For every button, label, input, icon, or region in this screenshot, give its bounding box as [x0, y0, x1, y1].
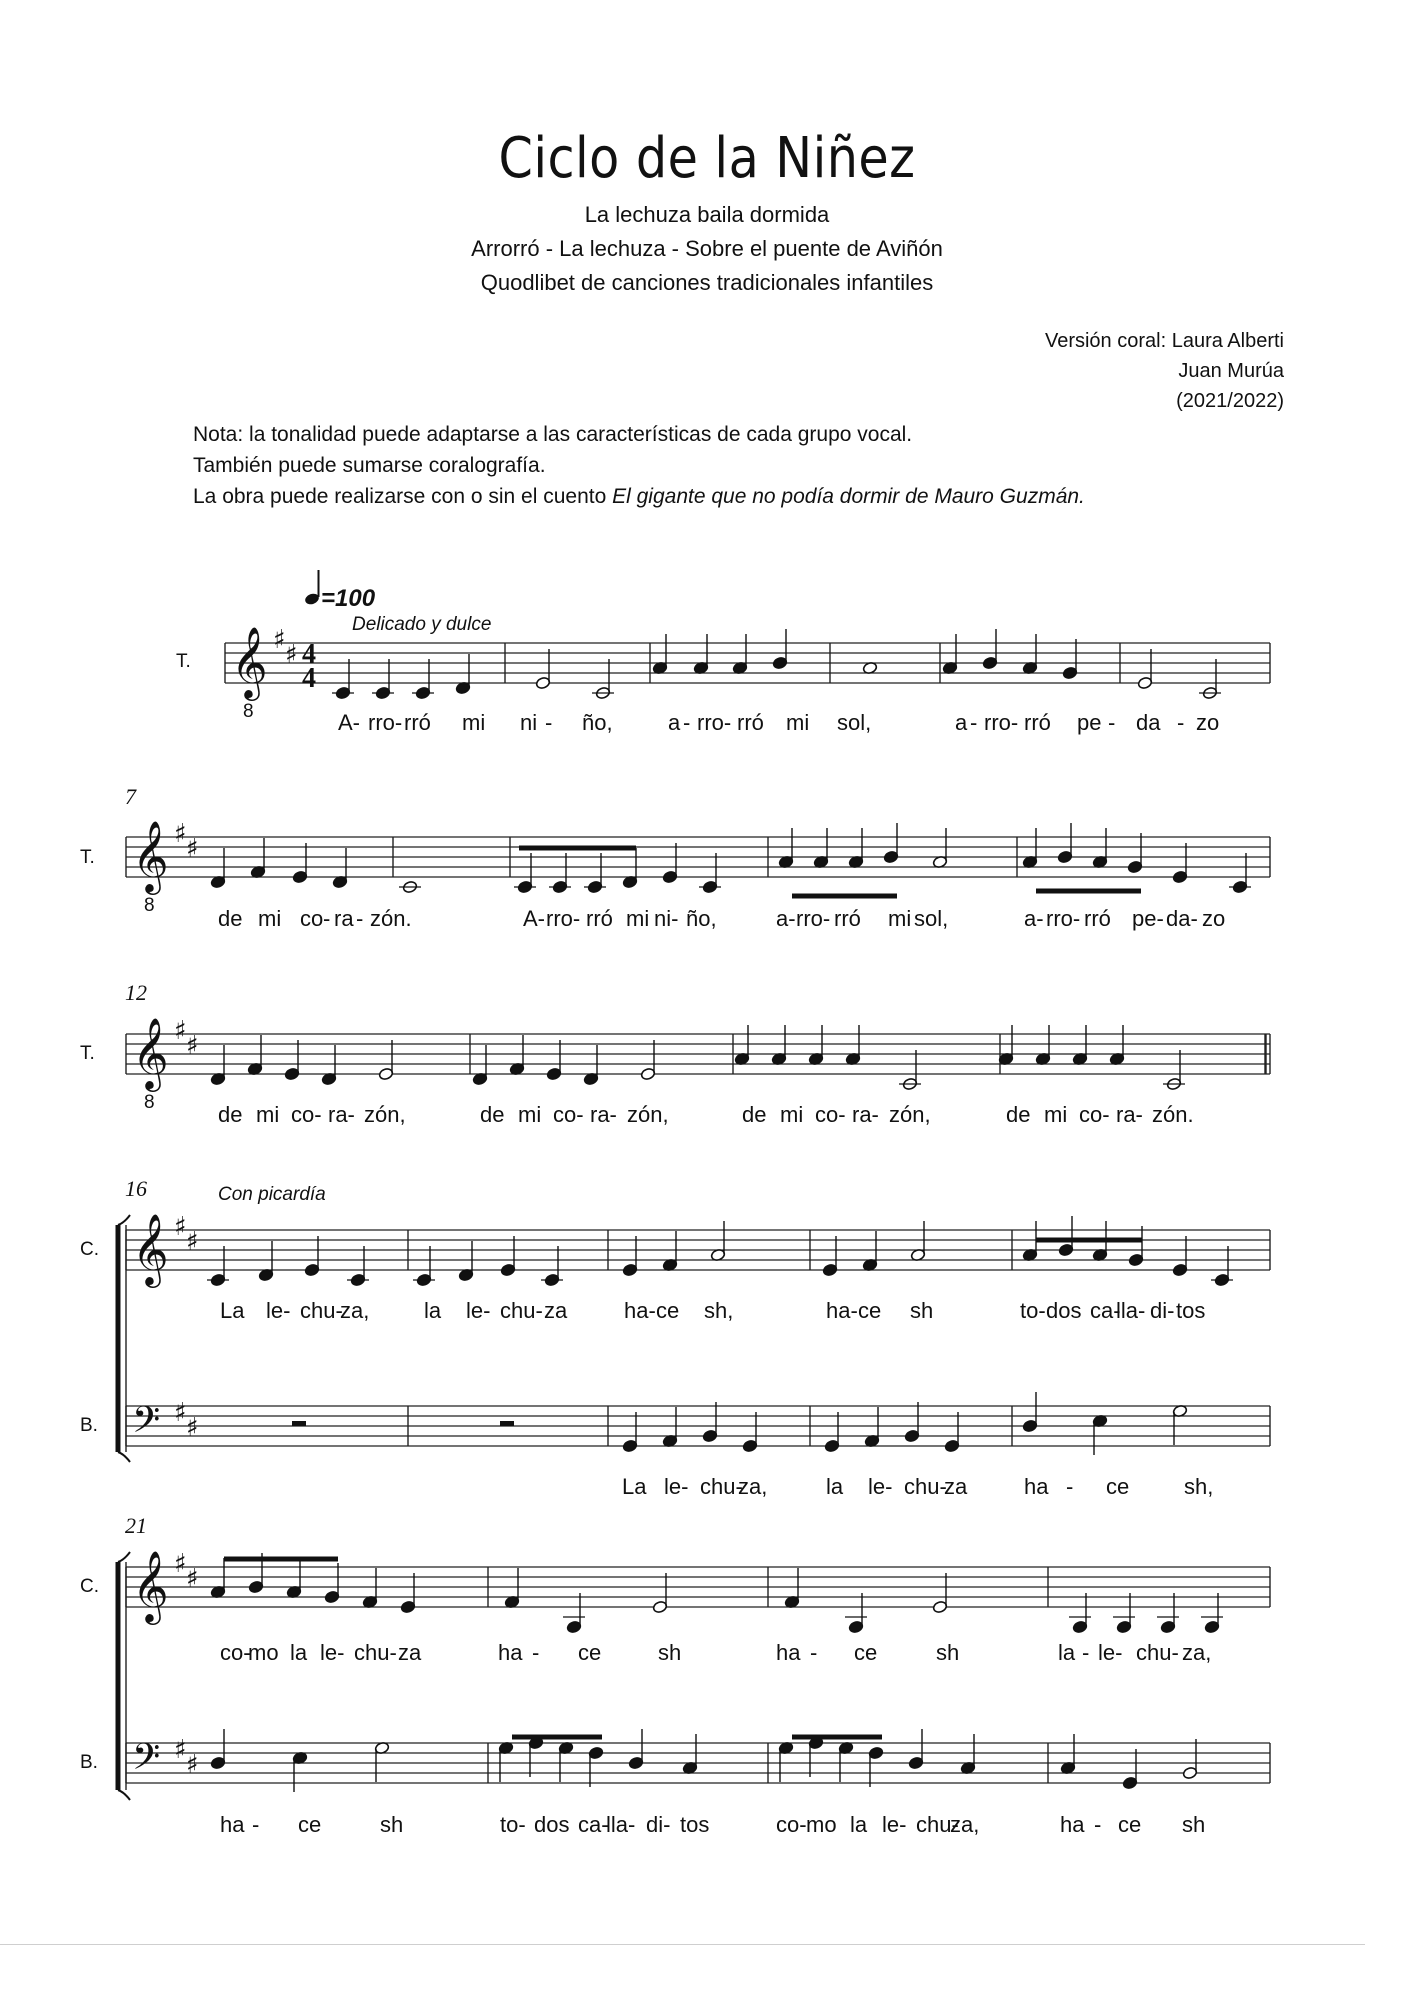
lyric: zo: [1196, 710, 1220, 735]
lyric: ra-: [852, 1102, 879, 1127]
treble-clef-icon: 𝄞: [132, 1212, 169, 1285]
lyric: ha-: [826, 1298, 858, 1323]
lyric: rró: [834, 906, 861, 931]
lyric: za,: [738, 1474, 768, 1499]
lyric: rro-: [984, 710, 1019, 735]
bracket-hook: [118, 1215, 130, 1225]
part-label-b-2: B.: [80, 1752, 98, 1773]
lyrics-system-5-lower: [220, 1812, 1205, 1837]
lyric: di-: [1150, 1298, 1175, 1323]
lyric: mi: [780, 1102, 804, 1127]
whole-rest: [292, 1421, 306, 1426]
sharp-icon: ♯: [285, 640, 298, 670]
lyric: mi: [786, 710, 810, 735]
lyric: zón.: [1152, 1102, 1194, 1127]
part-label-tenor-3: T.: [80, 1043, 95, 1064]
lyric: La: [622, 1474, 647, 1499]
lyric: de: [742, 1102, 767, 1127]
lyric: sh: [1182, 1812, 1206, 1837]
lyric: rró: [737, 710, 764, 735]
lyric: rro-: [546, 906, 581, 931]
lyric: rró: [1024, 710, 1051, 735]
sharp-icon: ♯: [186, 1031, 199, 1061]
lyric: -: [1082, 1640, 1090, 1665]
lyric: de: [218, 906, 243, 931]
treble-clef-icon: 𝄞: [132, 1549, 169, 1622]
lyric: -: [683, 710, 691, 735]
lyric: sol,: [837, 710, 872, 735]
lyric: la: [424, 1298, 442, 1323]
lyric: ce: [656, 1298, 680, 1323]
lyric: mi: [626, 906, 650, 931]
sharp-icon: ♯: [186, 1413, 199, 1443]
lyric: co-: [291, 1102, 322, 1127]
lyric: ce: [854, 1640, 878, 1665]
lyric: za: [944, 1474, 968, 1499]
lyric: zón,: [364, 1102, 406, 1127]
lyric: ño,: [686, 906, 717, 931]
measure-number-16: 16: [125, 1176, 147, 1201]
lyric: -: [810, 1640, 818, 1665]
lyric: di-: [646, 1812, 671, 1837]
page-bottom-rule: [0, 1944, 1365, 1945]
lyric: da: [1136, 710, 1161, 735]
staff-lines: [118, 643, 1270, 1800]
lyric: lla-: [606, 1812, 636, 1837]
lyric: mi: [888, 906, 912, 931]
lyric: ce: [858, 1298, 882, 1323]
sharp-icon: ♯: [174, 1735, 187, 1765]
lyric: le-: [466, 1298, 491, 1323]
part-label-b: B.: [80, 1415, 98, 1436]
lyric: tos: [1176, 1298, 1206, 1323]
note-line-2: También puede sumarse coralografía.: [193, 454, 546, 477]
lyrics-system-4-upper: [220, 1298, 1205, 1323]
lyric: co-: [220, 1640, 251, 1665]
lyric: -: [532, 1640, 540, 1665]
lyric: mi: [1044, 1102, 1068, 1127]
lyric: a-: [776, 906, 796, 931]
lyric: -: [1094, 1812, 1102, 1837]
lyric: co-: [553, 1102, 584, 1127]
lyric: chu-: [500, 1298, 543, 1323]
tempo-value: =100: [321, 585, 376, 612]
lyric: rró: [586, 906, 613, 931]
lyric: le-: [664, 1474, 689, 1499]
measure-number-12: 12: [125, 980, 147, 1005]
lyric: ño,: [582, 710, 613, 735]
time-signature-bottom: 4: [302, 663, 316, 694]
lyrics-system-2: [218, 906, 1225, 931]
lyric: -: [545, 710, 553, 735]
lyric: de: [480, 1102, 505, 1127]
part-label-c-2: C.: [80, 1576, 99, 1597]
lyric: rró: [1084, 906, 1111, 931]
lyric: sol,: [914, 906, 949, 931]
note-line-1: Nota: la tonalidad puede adaptarse a las características de cada grupo vocal.: [193, 423, 913, 446]
octave-mark: 8: [243, 701, 254, 722]
lyric: ra-: [328, 1102, 355, 1127]
lyric: zón,: [627, 1102, 669, 1127]
lyric: co-: [776, 1812, 807, 1837]
lyric: ha: [776, 1640, 801, 1665]
expression-con-picardia: Con picardía: [218, 1184, 326, 1205]
lyric: A-: [523, 906, 545, 931]
sharp-icon: ♯: [186, 1227, 199, 1257]
lyric: La: [220, 1298, 245, 1323]
lyric: le-: [882, 1812, 907, 1837]
lyric: a: [955, 710, 968, 735]
lyric: rro-: [697, 710, 732, 735]
part-label-tenor-2: T.: [80, 847, 95, 868]
part-label-tenor: T.: [176, 651, 191, 672]
lyric: rró: [404, 710, 431, 735]
lyric: pe-: [1132, 906, 1164, 931]
lyric: sh,: [704, 1298, 734, 1323]
sharp-icon: ♯: [186, 1564, 199, 1594]
note-line-3-prefix: La obra puede realizarse con o sin el cuento: [193, 485, 613, 508]
lyric: lla-: [1116, 1298, 1146, 1323]
lyric: da-: [1166, 906, 1198, 931]
lyric: tos: [680, 1812, 710, 1837]
lyric: le-: [1098, 1640, 1123, 1665]
lyric: zón,: [889, 1102, 931, 1127]
lyric: le-: [266, 1298, 291, 1323]
part-label-c: C.: [80, 1239, 99, 1260]
lyric: la: [850, 1812, 868, 1837]
lyric: za,: [1182, 1640, 1212, 1665]
bracket-hook: [118, 1552, 130, 1562]
lyric: sh: [936, 1640, 960, 1665]
lyric: ce: [1106, 1474, 1130, 1499]
lyric: mo: [248, 1640, 279, 1665]
lyrics-system-4-lower: [622, 1474, 1213, 1499]
lyric: le-: [320, 1640, 345, 1665]
lyric: za: [398, 1640, 422, 1665]
lyric: zo: [1202, 906, 1226, 931]
lyric: chu-: [1136, 1640, 1179, 1665]
lyric: sh,: [1184, 1474, 1214, 1499]
credit-arranger: Versión coral: Laura Alberti: [1044, 330, 1284, 352]
lyric: ca-: [1090, 1298, 1121, 1323]
lyric: ha: [1060, 1812, 1085, 1837]
treble-clef-icon: 𝄞: [132, 819, 169, 892]
sharp-icon: ♯: [186, 834, 199, 864]
lyrics-system-3: [218, 1102, 1194, 1127]
lyric: -: [252, 1812, 260, 1837]
lyric: de: [218, 1102, 243, 1127]
lyric: -: [1108, 710, 1116, 735]
lyric: la: [290, 1640, 308, 1665]
sharp-icon: ♯: [174, 819, 187, 849]
lyric: ha: [1024, 1474, 1049, 1499]
lyric: co-: [815, 1102, 846, 1127]
lyric: A-: [338, 710, 360, 735]
lyric: a-: [1024, 906, 1044, 931]
treble-clef-icon: 𝄞: [231, 625, 268, 698]
lyric: sh: [658, 1640, 682, 1665]
lyric: la: [826, 1474, 844, 1499]
octave-mark: 8: [144, 1092, 155, 1113]
lyric: pe: [1077, 710, 1102, 735]
subtitle-3: Quodlibet de canciones tradicionales infantiles: [480, 270, 934, 295]
bass-clef-icon: 𝄢: [132, 1736, 161, 1787]
sharp-icon: ♯: [273, 625, 286, 655]
subtitle-1: La lechuza baila dormida: [584, 202, 830, 227]
sharp-icon: ♯: [174, 1398, 187, 1428]
score-marks: [132, 625, 1251, 1792]
sharp-icon: ♯: [174, 1016, 187, 1046]
lyric: chu-: [904, 1474, 947, 1499]
lyric: mo: [806, 1812, 837, 1837]
lyric: -: [356, 906, 364, 931]
lyric: mi: [462, 710, 486, 735]
lyric: mi: [518, 1102, 542, 1127]
lyric: za,: [950, 1812, 980, 1837]
lyric: za: [544, 1298, 568, 1323]
lyric: ce: [298, 1812, 322, 1837]
lyric: sh: [380, 1812, 404, 1837]
sharp-icon: ♯: [186, 1750, 199, 1780]
bracket-hook: [118, 1790, 130, 1800]
lyric: a: [668, 710, 681, 735]
lyric: rro-: [368, 710, 403, 735]
lyric: co: [300, 906, 324, 931]
lyric: ra-: [1116, 1102, 1143, 1127]
lyric: to-: [1020, 1298, 1046, 1323]
lyric: za,: [340, 1298, 370, 1323]
credit-arranger-2: Juan Murúa: [1178, 360, 1284, 382]
lyric: chu-: [916, 1812, 959, 1837]
whole-rest: [500, 1421, 514, 1426]
measure-number-7: 7: [125, 784, 136, 809]
expression-delicado: Delicado y dulce: [352, 614, 492, 635]
lyric: mi: [258, 906, 282, 931]
lyric: rro-: [1046, 906, 1081, 931]
lyric: de: [1006, 1102, 1031, 1127]
lyric: -: [1177, 710, 1185, 735]
sharp-icon: ♯: [174, 1212, 187, 1242]
lyric: co-: [1079, 1102, 1110, 1127]
lyric: la: [1058, 1640, 1076, 1665]
lyric: chu-: [354, 1640, 397, 1665]
time-signature-top: 4: [302, 639, 316, 670]
lyric: sh: [910, 1298, 934, 1323]
lyric: ha: [498, 1640, 523, 1665]
lyric: to-: [500, 1812, 526, 1837]
lyric: ra: [334, 906, 354, 931]
lyrics-system-1: [338, 710, 1219, 735]
lyric: ce: [578, 1640, 602, 1665]
lyric: le-: [868, 1474, 893, 1499]
lyric: ha: [220, 1812, 245, 1837]
lyric: chu-: [700, 1474, 743, 1499]
bracket-hook: [118, 1452, 130, 1462]
credit-years: (2021/2022): [1176, 390, 1284, 412]
lyric: ha-: [624, 1298, 656, 1323]
lyric: dos: [1046, 1298, 1082, 1323]
sharp-icon: ♯: [174, 1549, 187, 1579]
lyric: chu-: [300, 1298, 343, 1323]
octave-mark: 8: [144, 895, 155, 916]
lyric: ca-: [578, 1812, 609, 1837]
lyric: -: [1066, 1474, 1074, 1499]
measure-number-21: 21: [125, 1513, 147, 1538]
lyric: ni: [520, 710, 538, 735]
page-title: Ciclo de la Niñez: [498, 126, 916, 191]
lyric: -: [323, 906, 331, 931]
lyric: zón.: [370, 906, 412, 931]
lyric: -: [970, 710, 978, 735]
lyric: dos: [534, 1812, 570, 1837]
lyrics-system-5-upper: [220, 1640, 1211, 1665]
lyric: ni-: [654, 906, 679, 931]
subtitle-2: Arrorró - La lechuza - Sobre el puente de Aviñón: [471, 236, 943, 261]
bass-clef-icon: 𝄢: [132, 1399, 161, 1450]
lyric: ra-: [590, 1102, 617, 1127]
lyric: mi: [256, 1102, 280, 1127]
lyric: rro-: [796, 906, 831, 931]
treble-clef-icon: 𝄞: [132, 1016, 169, 1089]
tempo-marking: [304, 570, 376, 612]
lyric: ce: [1118, 1812, 1142, 1837]
note-line-3-italic: El gigante que no podía dormir de Mauro Guzmán.: [612, 485, 1085, 508]
